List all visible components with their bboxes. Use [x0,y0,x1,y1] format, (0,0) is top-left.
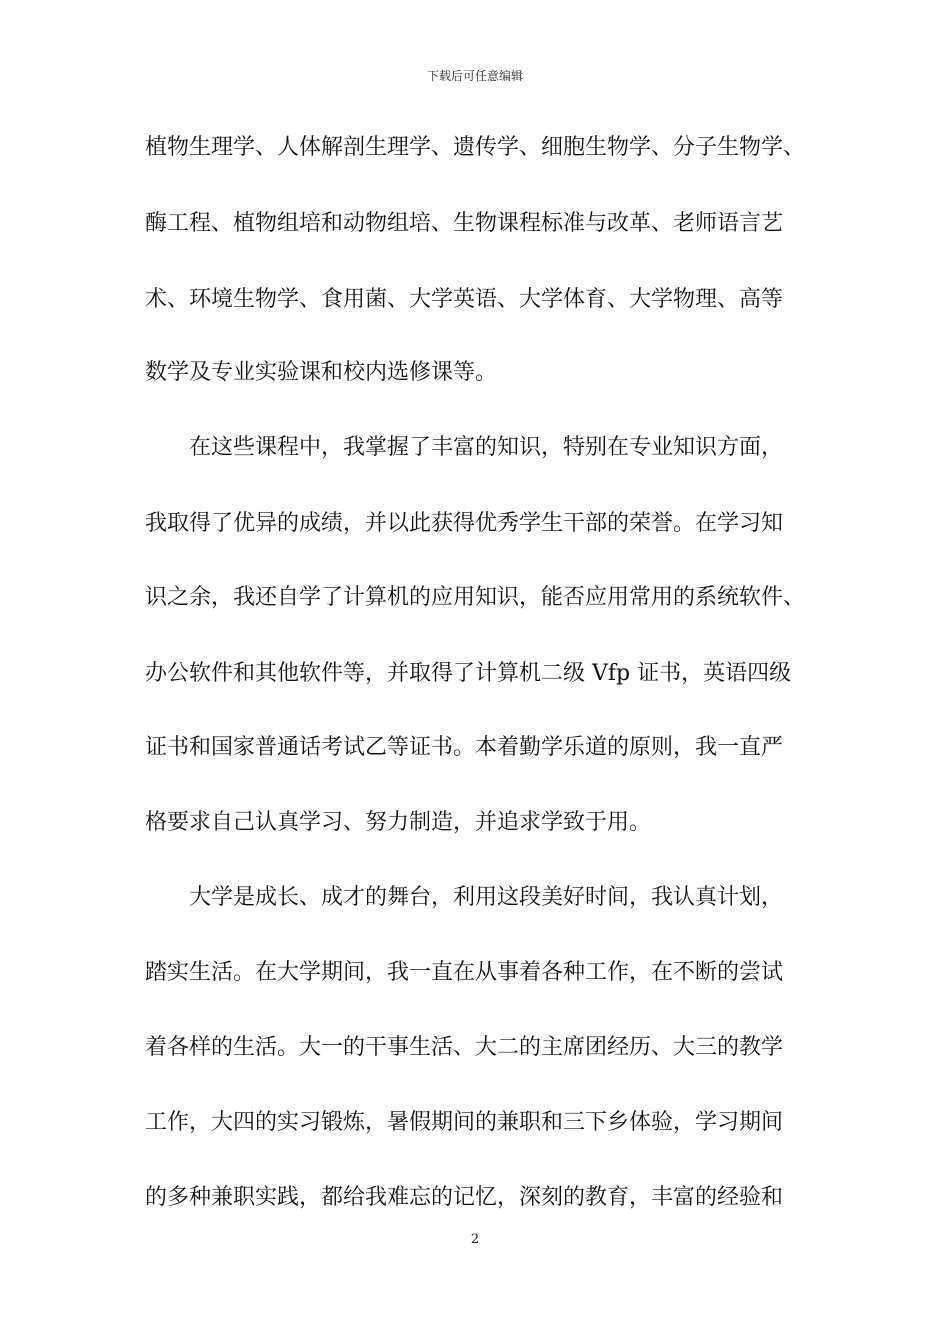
paragraph-2-line-6: 格要求自己认真学习、努力制造，并追求学致于用。 [145,810,652,835]
paragraph-3-line-2: 踏实生活。在大学期间，我一直在从事着各种工作，在不断的尝试 [145,960,784,985]
paragraph-3-line-1: 大学是成长、成才的舞台，利用这段美好时间，我认真计划， [189,885,784,910]
body-line-2: 酶工程、植物组培和动物组培、生物课程标准与改革、老师语言艺 [145,211,784,236]
paragraph-2-line-5: 证书和国家普通话考试乙等证书。本着勤学乐道的原则，我一直严 [145,735,784,760]
body-line-1: 植物生理学、人体解剖生理学、遗传学、细胞生物学、分子生物学、 [145,135,806,160]
body-line-3: 术、环境生物学、食用菌、大学英语、大学体育、大学物理、高等 [145,287,784,312]
paragraph-2-line-3: 识之余，我还自学了计算机的应用知识，能否应用常用的系统软件、 [145,585,806,610]
paragraph-2-line-2: 我取得了优异的成绩，并以此获得优秀学生干部的荣誉。在学习知 [145,511,784,536]
paragraph-2-line-4: 办公软件和其他软件等，并取得了计算机二级 Vfp 证书，英语四级 [145,661,792,686]
page-number: 2 [470,1232,480,1247]
paragraph-3-line-4: 工作，大四的实习锻炼，暑假期间的兼职和三下乡体验，学习期间 [145,1110,784,1135]
paragraph-2-line-1: 在这些课程中，我掌握了丰富的知识，特别在专业知识方面， [189,435,784,460]
paragraph-3-line-5: 的多种兼职实践，都给我难忘的记忆，深刻的教育，丰富的经验和 [145,1185,784,1210]
paragraph-3-line-3: 着各样的生活。大一的干事生活、大二的主席团经历、大三的教学 [145,1035,784,1060]
body-line-4: 数学及专业实验课和校内选修课等。 [145,360,498,385]
page-header: 下载后可任意编辑 [426,69,523,83]
